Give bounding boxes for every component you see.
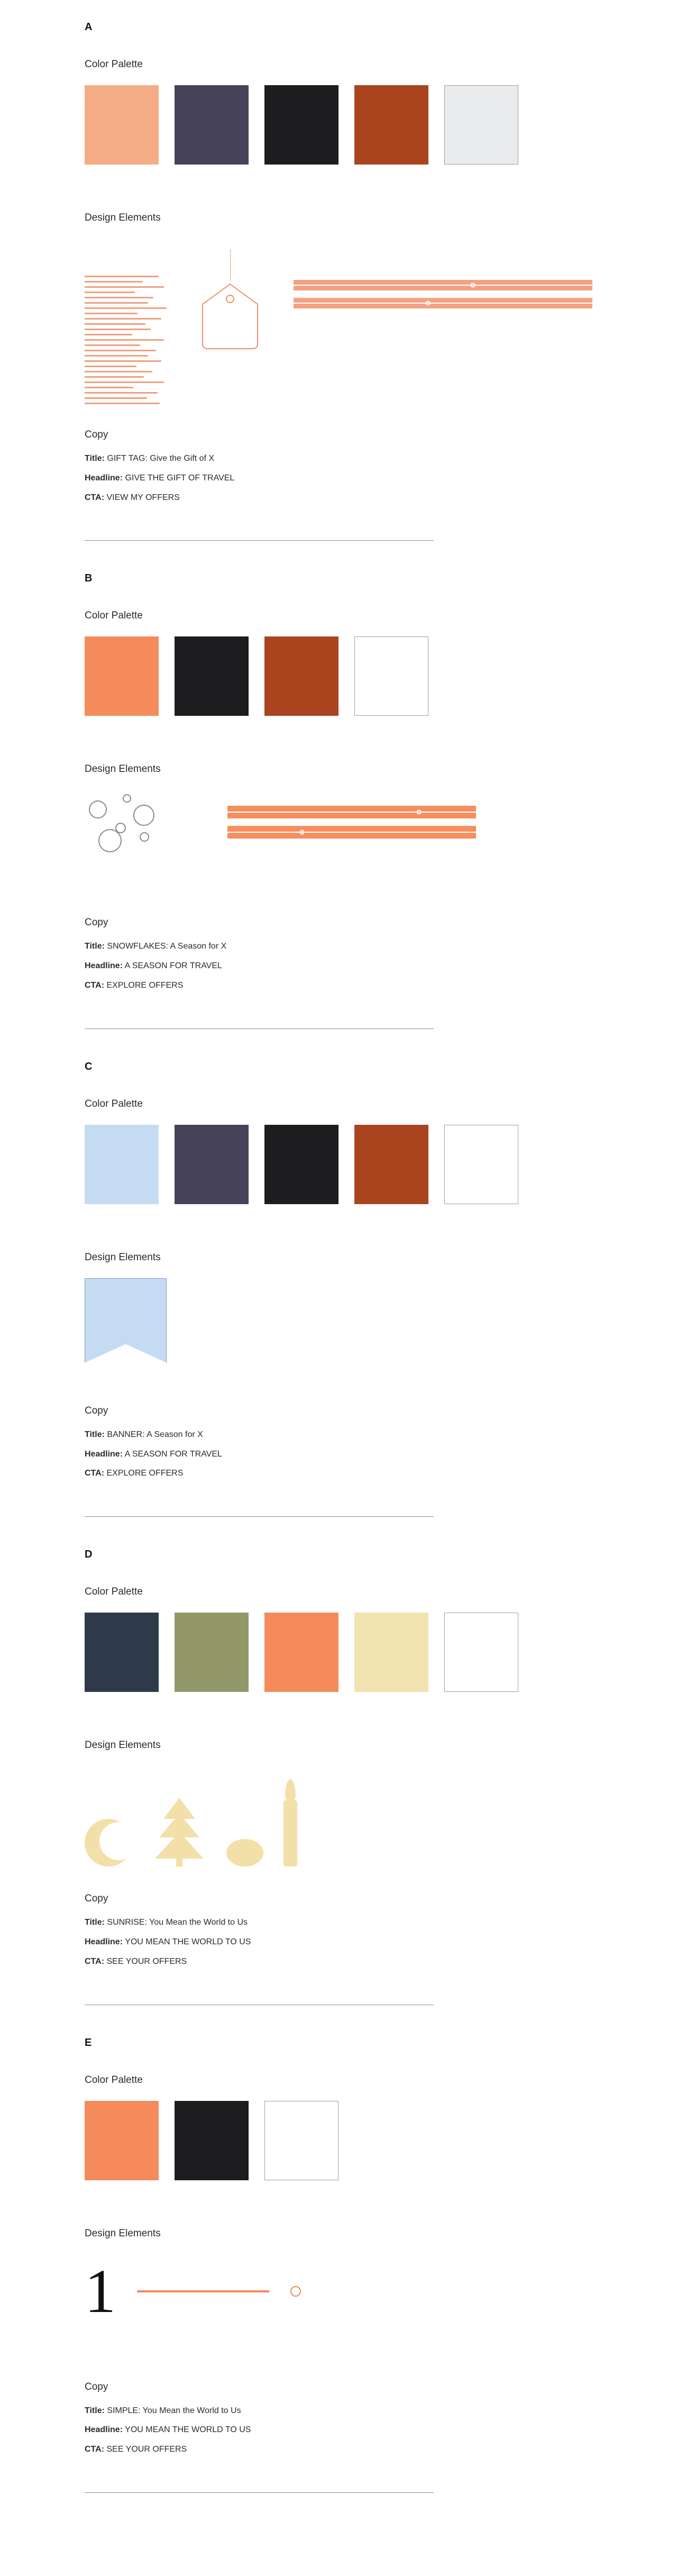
copy-cta-line-label: CTA:: [85, 1956, 105, 1966]
copy-cta-line-value: SEE YOUR OFFERS: [106, 2445, 187, 2454]
copy-title-line-value: GIFT TAG: Give the Gift of X: [107, 454, 215, 463]
slider-track: [227, 832, 476, 833]
copy-cta-line: [85, 1956, 592, 1968]
circle-outline: [89, 800, 107, 818]
color-swatches: [85, 1613, 592, 1692]
tree-icon: [150, 1798, 208, 1867]
copy-title-line-value: BANNER: A Season for X: [107, 1430, 203, 1439]
color-swatch: [85, 636, 159, 716]
copy-headline-line-label: Headline:: [85, 473, 123, 483]
copy-headline-line-label: Headline:: [85, 961, 123, 971]
banner-shape: [85, 1278, 167, 1363]
tree-tier: [155, 1832, 204, 1859]
text-line: [85, 307, 167, 309]
color-swatch: [354, 1125, 428, 1204]
color-swatch: [264, 2101, 338, 2180]
copy-cta-line: [85, 980, 592, 991]
circle-outline: [123, 794, 131, 803]
design-element-art: [85, 1278, 592, 1384]
concept-inner: [85, 2037, 592, 2493]
tag-body-shape: [198, 281, 262, 363]
copy-headline-line-value: A SEASON FOR TRAVEL: [124, 1449, 222, 1459]
crescent-moon-icon: [85, 1819, 132, 1867]
concept-inner: [85, 572, 592, 1028]
color-palette-heading: Color Palette: [85, 610, 143, 622]
design-elements-heading: Design Elements: [85, 1251, 161, 1263]
text-line: [85, 381, 164, 383]
slider-track: [294, 303, 592, 304]
copy-headline-line: [85, 2425, 592, 2436]
section-divider: [85, 1028, 434, 1029]
text-lines-graphic: [85, 239, 182, 408]
copy-headline-line: [85, 473, 592, 484]
copy-headline-line-label: Headline:: [85, 2425, 123, 2435]
color-swatch: [85, 85, 159, 165]
text-line: [85, 323, 145, 325]
section-divider: [85, 540, 434, 541]
numeral-one-glyph: 1: [85, 2256, 116, 2326]
text-line: [85, 371, 152, 372]
text-line: [85, 318, 161, 320]
tree-trunk: [176, 1858, 182, 1867]
copy-title-line-label: Title:: [85, 1918, 105, 1927]
text-line: [85, 313, 138, 314]
concept-inner: [85, 1061, 592, 1517]
design-elements-heading: Design Elements: [85, 763, 161, 775]
section-letter: E: [85, 2036, 92, 2049]
color-swatch: [354, 636, 428, 716]
color-swatch: [354, 1613, 428, 1692]
slider-knob: [300, 830, 305, 835]
slider-track: [227, 812, 476, 813]
text-line: [85, 329, 151, 330]
accent-line: [137, 2290, 269, 2292]
text-line: [85, 281, 143, 283]
copy-cta-line-value: EXPLORE OFFERS: [106, 980, 184, 990]
copy-heading: Copy: [85, 429, 108, 440]
color-swatch: [175, 2101, 249, 2180]
color-swatch: [175, 85, 249, 165]
color-palette-heading: Color Palette: [85, 1586, 143, 1598]
circle-outline: [140, 832, 149, 842]
design-elements-heading: Design Elements: [85, 2227, 161, 2239]
design-element-art: [85, 239, 592, 408]
copy-headline-line-value: YOU MEAN THE WORLD TO US: [125, 1937, 251, 1946]
copy-title-line-label: Title:: [85, 942, 105, 951]
section-divider: [85, 1516, 434, 1517]
concept-section-a: [0, 21, 677, 541]
slider-bar: [294, 280, 592, 290]
text-line: [85, 355, 148, 357]
color-swatch: [264, 1613, 338, 1692]
color-swatch: [264, 636, 338, 716]
section-letter: B: [85, 572, 93, 585]
concept-section-e: [0, 2037, 677, 2493]
slider-bar: [227, 826, 476, 839]
color-swatches: [85, 85, 592, 165]
candle-flame: [285, 1779, 296, 1803]
copy-cta-line: [85, 2444, 592, 2455]
slider-bar: [294, 298, 592, 308]
text-line: [85, 276, 159, 277]
color-swatches: [85, 2101, 592, 2180]
copy-title-line: [85, 941, 592, 952]
text-line: [85, 376, 144, 378]
color-swatch: [85, 1613, 159, 1692]
text-line: [85, 387, 133, 388]
color-swatches: [85, 1125, 592, 1204]
copy-cta-line-label: CTA:: [85, 1469, 105, 1478]
text-line: [85, 360, 161, 362]
slider-bar: [227, 806, 476, 818]
concept-section-c: [0, 1061, 677, 1517]
candle-icon: [281, 1779, 299, 1867]
copy-headline-line-value: GIVE THE GIFT OF TRAVEL: [125, 473, 235, 483]
slider-bars-group: [227, 790, 476, 846]
color-swatch: [444, 1125, 518, 1204]
copy-headline-line: [85, 961, 592, 972]
ellipse-icon: [226, 1839, 263, 1867]
copy-cta-line-label: CTA:: [85, 2445, 105, 2454]
copy-title-line: [85, 1430, 592, 1441]
text-line: [85, 334, 132, 335]
copy-cta-line-label: CTA:: [85, 980, 105, 990]
slider-knob: [471, 283, 475, 288]
copy-heading: Copy: [85, 2381, 108, 2392]
color-swatch: [444, 85, 518, 165]
design-element-art: [85, 1766, 592, 1872]
copy-heading: Copy: [85, 917, 108, 929]
text-line: [85, 339, 164, 341]
copy-cta-line: [85, 1468, 592, 1479]
text-line: [85, 403, 160, 404]
copy-headline-line-label: Headline:: [85, 1937, 123, 1946]
slider-track: [294, 285, 592, 286]
copy-headline-line: [85, 1449, 592, 1460]
design-elements-heading: Design Elements: [85, 1740, 161, 1751]
text-line: [85, 297, 153, 298]
copy-headline-line: [85, 1937, 592, 1948]
copy-title-line-value: SIMPLE: You Mean the World to Us: [107, 2406, 241, 2415]
slider-knob: [416, 810, 421, 815]
section-letter: D: [85, 1549, 93, 1561]
copy-cta-line-value: SEE YOUR OFFERS: [106, 1956, 187, 1966]
section-letter: A: [85, 21, 93, 33]
color-swatch: [85, 2101, 159, 2180]
concept-inner: [85, 21, 592, 541]
text-line: [85, 392, 158, 394]
text-line: [85, 366, 136, 367]
slider-knob: [426, 301, 431, 306]
concept-inner: [85, 1549, 592, 2005]
copy-cta-line: [85, 493, 592, 504]
text-line: [85, 286, 164, 288]
numeral-row: [85, 2254, 301, 2328]
section-divider: [85, 2492, 434, 2493]
circle-outline: [115, 823, 126, 833]
copy-headline-line-value: A SEASON FOR TRAVEL: [124, 961, 222, 971]
design-element-art: [85, 2254, 592, 2360]
copy-headline-line-value: YOU MEAN THE WORLD TO US: [125, 2425, 251, 2435]
copy-title-line-label: Title:: [85, 1430, 105, 1439]
concept-section-d: [0, 1549, 677, 2005]
holiday-icons-row: [85, 1766, 299, 1867]
copy-cta-line-value: VIEW MY OFFERS: [106, 493, 180, 502]
copy-title-line-value: SUNRISE: You Mean the World to Us: [107, 1918, 248, 1927]
color-swatch: [175, 636, 249, 716]
color-swatch: [175, 1613, 249, 1692]
color-palette-heading: Color Palette: [85, 2074, 143, 2086]
copy-title-line-label: Title:: [85, 2406, 105, 2415]
copy-title-line: [85, 2406, 592, 2417]
color-swatches: [85, 636, 592, 716]
slider-bars-group: [294, 239, 592, 316]
copy-heading: Copy: [85, 1405, 108, 1416]
section-letter: C: [85, 1060, 93, 1072]
color-palette-heading: Color Palette: [85, 59, 143, 70]
copy-cta-line-label: CTA:: [85, 493, 105, 502]
text-line: [85, 292, 135, 293]
color-swatch: [444, 1613, 518, 1692]
color-swatch: [175, 1125, 249, 1204]
color-swatch: [264, 85, 338, 165]
copy-title-line-label: Title:: [85, 454, 105, 463]
gift-tag-shape: [198, 239, 262, 363]
tag-string: [230, 249, 231, 281]
accent-knob: [290, 2286, 301, 2297]
snowflake-circles: [85, 790, 227, 880]
copy-headline-line-label: Headline:: [85, 1449, 123, 1459]
color-swatch: [264, 1125, 338, 1204]
text-line: [85, 344, 140, 346]
concept-section-b: [0, 572, 677, 1028]
circle-outline: [133, 805, 154, 826]
color-palette-heading: Color Palette: [85, 1098, 143, 1109]
color-swatch: [85, 1125, 159, 1204]
color-swatch: [354, 85, 428, 165]
design-elements-heading: Design Elements: [85, 212, 161, 223]
text-line: [85, 350, 156, 351]
copy-heading: Copy: [85, 1893, 108, 1905]
text-line: [85, 302, 148, 304]
copy-cta-line-value: EXPLORE OFFERS: [106, 1469, 184, 1478]
copy-title-line: [85, 1917, 592, 1928]
sections-container: [0, 21, 677, 2493]
text-line: [85, 397, 147, 399]
candle-body: [283, 1800, 297, 1867]
design-element-art: [85, 790, 592, 896]
copy-title-line: [85, 453, 592, 465]
copy-title-line-value: SNOWFLAKES: A Season for X: [107, 942, 227, 951]
